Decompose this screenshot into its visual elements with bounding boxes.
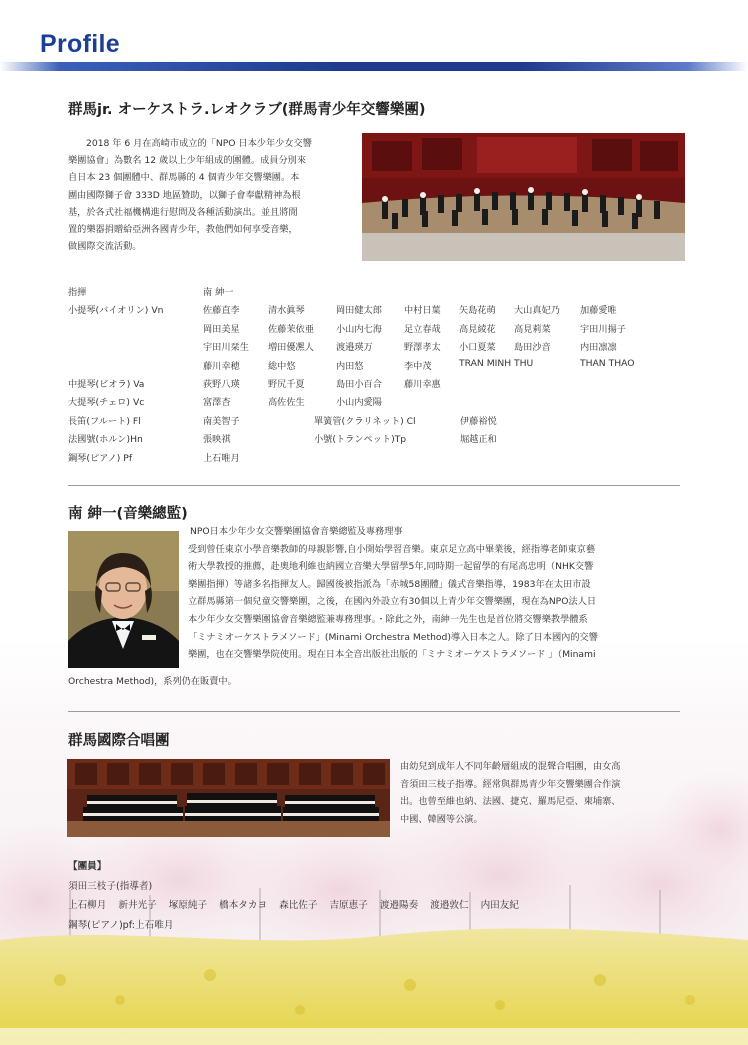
orchestra-description-line: 團由國際獅子會 333D 地區贊助，以獅子會奉獻精神為根 <box>68 189 301 201</box>
choir-description-line: 音須田三枝子指導。經常與群馬青少年交響樂團合作演 <box>400 778 621 790</box>
roster-name: 單簧管(クラリネット) Cl <box>314 415 416 427</box>
roster-name: 足立春哉 <box>404 323 441 335</box>
roster-name: 矢島花萌 <box>459 305 496 317</box>
roster-name: 藤川幸惠 <box>404 378 441 390</box>
director-bio-line: 樂團指揮）等諸多名指揮友人。歸國後被指派為「赤城58團體」儀式音樂指導，1983年在太田市設 <box>188 578 591 590</box>
roster-instrument-label: 法國號(ホルン)Hn <box>68 434 143 446</box>
roster-row <box>68 394 688 412</box>
conductor-portrait <box>68 531 179 668</box>
roster-row <box>68 339 688 357</box>
roster-name: 宇田川栞生 <box>203 342 249 354</box>
choir-description-line: 出。也曾至維也納、法國、捷克、羅馬尼亞、柬埔寨、 <box>400 796 621 808</box>
roster-name: THAN THAO <box>580 357 635 369</box>
director-bio-line: 本少年少女交響樂團協會音樂總監兼專務理事。・除此之外，南紳一先生也是首位將交響樂教學體系 <box>188 613 588 625</box>
choir-member-name: 新井光子 <box>118 900 157 911</box>
page-title: Profile <box>40 30 120 58</box>
roster-instrument-label: 小提琴(バイオリン) Vn <box>68 305 164 317</box>
roster-name: 加藤愛唯 <box>580 305 617 317</box>
roster-instrument-label: 長笛(フルート) Fl <box>68 415 141 427</box>
orchestra-description-line: 做國際交流活動。 <box>68 241 142 253</box>
roster-name: 島田小百合 <box>336 378 382 390</box>
title-underline-bar <box>0 62 748 71</box>
choir-members <box>68 857 531 935</box>
choir-heading: 群馬國際合唱團 <box>68 733 170 749</box>
orchestra-description-line: 置的樂器捐贈給亞洲各國青少年，教他們如何享受音樂， <box>68 224 298 236</box>
roster-name: 総中悠 <box>268 360 296 372</box>
choir-leader: 須田三枝子(指導者) <box>68 880 153 892</box>
roster-instrument-label: 中提琴(ビオラ) Va <box>68 378 145 390</box>
roster-name: 岡田健太郎 <box>336 305 382 317</box>
roster-instrument-label: 大提琴(チェロ) Vc <box>68 397 145 409</box>
choir-member-name: 上石柳月 <box>68 900 107 911</box>
orchestra-roster <box>68 284 688 468</box>
roster-name: 中村日葉 <box>404 305 441 317</box>
roster-name: 高見綾花 <box>459 323 496 335</box>
choir-member-name: 橋本タカヨ <box>219 900 268 911</box>
choir-description-line: 由幼兒到成年人不同年齡層組成的混聲合唱團，由女高 <box>400 761 621 772</box>
orchestra-heading: 群馬jr. オーケストラ.レオクラブ(群馬青少年交響樂團) <box>68 102 426 118</box>
roster-name: 野尻千夏 <box>268 378 305 390</box>
choir-photo <box>67 759 390 837</box>
roster-row <box>68 321 688 339</box>
roster-instrument-label: 鋼琴(ピアノ) Pf <box>68 452 133 464</box>
roster-name: 島田沙音 <box>514 342 551 354</box>
roster-name: 李中茂 <box>404 360 432 372</box>
section-divider <box>68 711 680 712</box>
roster-name: 小口夏菜 <box>459 342 496 354</box>
roster-row <box>68 376 688 394</box>
orchestra-description <box>68 135 352 255</box>
roster-name: 小山内愛陽 <box>336 397 382 409</box>
orchestra-description-line: 自日本 23 個團體中、群馬縣的 4 個青少年交響樂團。本 <box>68 172 300 184</box>
roster-name: 内田凛凛 <box>580 342 617 354</box>
director-bio-line: NPO日本少年少女交響樂團協會音樂總監及專務理事 <box>190 526 403 537</box>
members-heading: 【團員】 <box>68 861 107 872</box>
orchestra-photo <box>362 133 685 261</box>
director-bio-line: 術大學教授的推薦，赴奧地利維也納國立音樂大學留學5年,同時期一起留學的有尾高忠明（NHK交響 <box>188 561 594 573</box>
roster-name: 内田悠 <box>336 360 364 372</box>
orchestra-description-line: 2018 年 6 月在高崎市成立的「NPO 日本少年少女交響 <box>86 138 312 149</box>
roster-name: 張映祺 <box>203 434 231 446</box>
roster-name: 伊藤裕悦 <box>460 415 497 427</box>
roster-row <box>68 302 688 320</box>
choir-member-name: 森比佐子 <box>279 900 318 911</box>
roster-row <box>68 450 688 468</box>
roster-name: 富澤杏 <box>203 397 231 409</box>
roster-name: 大山真妃乃 <box>514 305 560 317</box>
director-bio <box>188 523 686 664</box>
roster-name: 清水眞琴 <box>268 305 305 317</box>
cherry-blossom-background <box>0 640 748 1045</box>
choir-description-line: 中國、韓國等公演。 <box>400 813 483 825</box>
roster-name: 増田優凞人 <box>268 342 314 354</box>
director-heading: 南 紳一(音樂總監) <box>68 506 188 522</box>
roster-name: 高見莉菜 <box>514 323 551 335</box>
director-bio-line: 樂團，也在交響樂學院使用。現在日本全音出版社出版的「ミナミオーケストラメソード 」（Minami <box>188 649 596 661</box>
choir-member-name: 内田友紀 <box>480 900 519 911</box>
roster-row <box>68 431 688 449</box>
section-divider <box>68 485 680 486</box>
choir-pianist: 鋼琴(ピアノ)pf:上石唯月 <box>68 919 174 931</box>
orchestra-description-line: 基，於各式社福機構進行慰問及各種活動演出。並且將閒 <box>68 206 298 218</box>
choir-member-list <box>68 896 531 916</box>
choir-description <box>400 758 690 828</box>
roster-name: 南美智子 <box>203 415 240 427</box>
roster-name: TRAN MINH THU <box>459 357 534 369</box>
choir-member-name: 吉原恵子 <box>329 900 368 911</box>
roster-instrument-label: 指揮 <box>68 287 87 298</box>
roster-name: 南 紳一 <box>203 287 234 298</box>
director-bio-line: 立群馬縣第一個兒童交響樂團，之後，在國內外設立有30個以上青少年交響樂團，現在為NPO法人日 <box>188 596 597 608</box>
choir-member-name: 渡邉敦仁 <box>430 900 469 911</box>
roster-name: 荻野八瑛 <box>203 378 240 390</box>
roster-row <box>68 284 688 302</box>
director-bio-line: 「ミナミオーケストラメソード」(Minami Orchestra Method)導入日本之人。除了日本國內的交響 <box>188 631 598 643</box>
roster-row <box>68 358 688 376</box>
roster-row <box>68 413 688 431</box>
roster-name: 野澤孝太 <box>404 342 441 354</box>
roster-name: 小山内七海 <box>336 323 382 335</box>
orchestra-description-line: 樂團協會」為數名 12 歲以上少年組成的團體。成員分別來 <box>68 155 307 167</box>
roster-name: 堀越正和 <box>460 434 497 446</box>
roster-name: 渡邉瑛万 <box>336 342 373 354</box>
roster-name: 藤川幸穂 <box>203 360 240 372</box>
roster-name: 岡田美星 <box>203 323 240 335</box>
roster-name: 上石唯月 <box>203 452 240 464</box>
roster-name: 高佐佐生 <box>268 397 305 409</box>
roster-name: 佐藤直李 <box>203 305 240 317</box>
roster-name: 宇田川揚子 <box>580 323 626 335</box>
roster-name: 佐藤茉依亜 <box>268 323 314 335</box>
roster-table <box>68 284 688 468</box>
choir-member-name: 渡邉陽奏 <box>379 900 419 911</box>
director-bio-line: Orchestra Method)，系列仍在販賣中。 <box>68 676 237 687</box>
roster-name: 小號(トランペット)Tp <box>314 434 407 446</box>
choir-member-name: 塚原純子 <box>168 900 208 911</box>
director-bio-line: 受到曾任東京小學音樂教師的母親影響,自小開始學習音樂。東京足立高中畢業後，經指導老師東京藝 <box>188 543 596 555</box>
